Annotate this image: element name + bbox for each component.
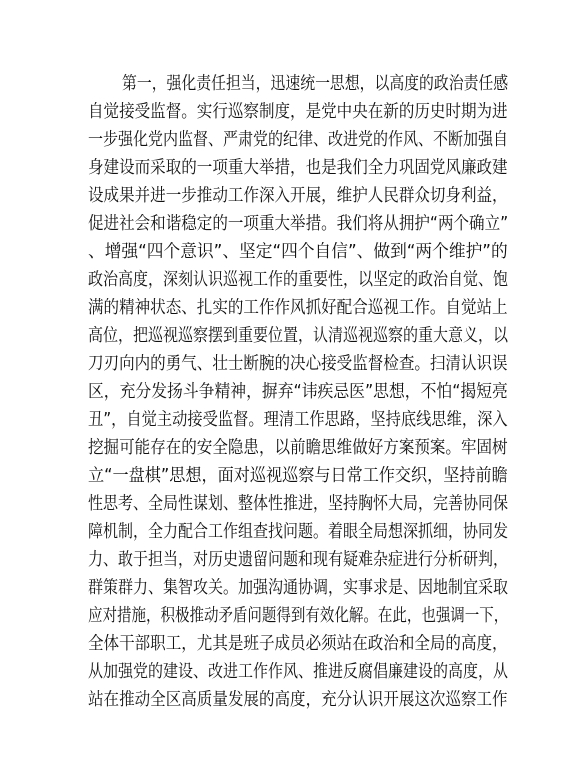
paragraph-line: 力、敢于担当，对历史遗留问题和现有疑难杂症进行分析研判， [88,550,508,570]
paragraph-line: 一步强化党内监督、严肃党的纪律、改进党的作风、不断加强自 [88,130,508,150]
paragraph-line: 高位，把巡视巡察摆到重要位置，认清巡视巡察的重大意义，以 [88,326,508,346]
paragraph-line: 丑”，自觉主动接受监督。理清工作思路，坚持底线思维，深入 [88,410,508,430]
paragraph-line: 挖掘可能存在的安全隐患，以前瞻思维做好方案预案。牢固树 [88,438,508,458]
paragraph-line: 区，充分发扬斗争精神，摒弃“讳疾忌医”思想，不怕“揭短亮 [88,382,508,402]
paragraph-line: 、增强“四个意识”、坚定“四个自信”、做到“两个维护”的 [88,242,508,262]
paragraph-line: 第一，强化责任担当，迅速统一思想，以高度的政治责任感 [122,74,509,94]
paragraph-line: 立“一盘棋”思想，面对巡视巡察与日常工作交织，坚持前瞻 [88,466,508,486]
paragraph-line: 应对措施，积极推动矛盾问题得到有效化解。在此，也强调一下， [88,606,509,626]
paragraph-line: 从加强党的建设、改进工作作风、推进反腐倡廉建设的高度，从 [88,662,508,682]
paragraph-line: 自觉接受监督。实行巡察制度，是党中央在新的历史时期为进 [88,102,508,122]
paragraph-line: 设成果并进一步推动工作深入开展，维护人民群众切身利益， [88,186,508,206]
paragraph-line: 站在推动全区高质量发展的高度，充分认识开展这次巡察工作 [88,690,508,710]
paragraph-line: 政治高度，深刻认识巡视工作的重要性，以坚定的政治自觉、饱 [88,270,508,290]
paragraph-line: 刀刃向内的勇气、壮士断腕的决心接受监督检查。扫清认识误 [88,354,508,374]
paragraph-line: 群策群力、集智攻关。加强沟通协调，实事求是、因地制宜采取 [88,578,508,598]
paragraph-line: 身建设而采取的一项重大举措，也是我们全力巩固党风廉政建 [88,158,508,178]
paragraph-line: 促进社会和谐稳定的一项重大举措。我们将从拥护“两个确立” [88,214,509,234]
paragraph-line: 障机制，全力配合工作组查找问题。着眼全局想深抓细，协同发 [88,522,508,542]
paragraph-line: 满的精神状态、扎实的工作作风抓好配合巡视工作。自觉站上 [88,298,508,318]
paragraph-line: 全体干部职工，尤其是班子成员必须站在政治和全局的高度， [88,634,508,654]
paragraph-line: 性思考、全局性谋划、整体性推进，坚持胸怀大局，完善协同保 [88,494,508,514]
